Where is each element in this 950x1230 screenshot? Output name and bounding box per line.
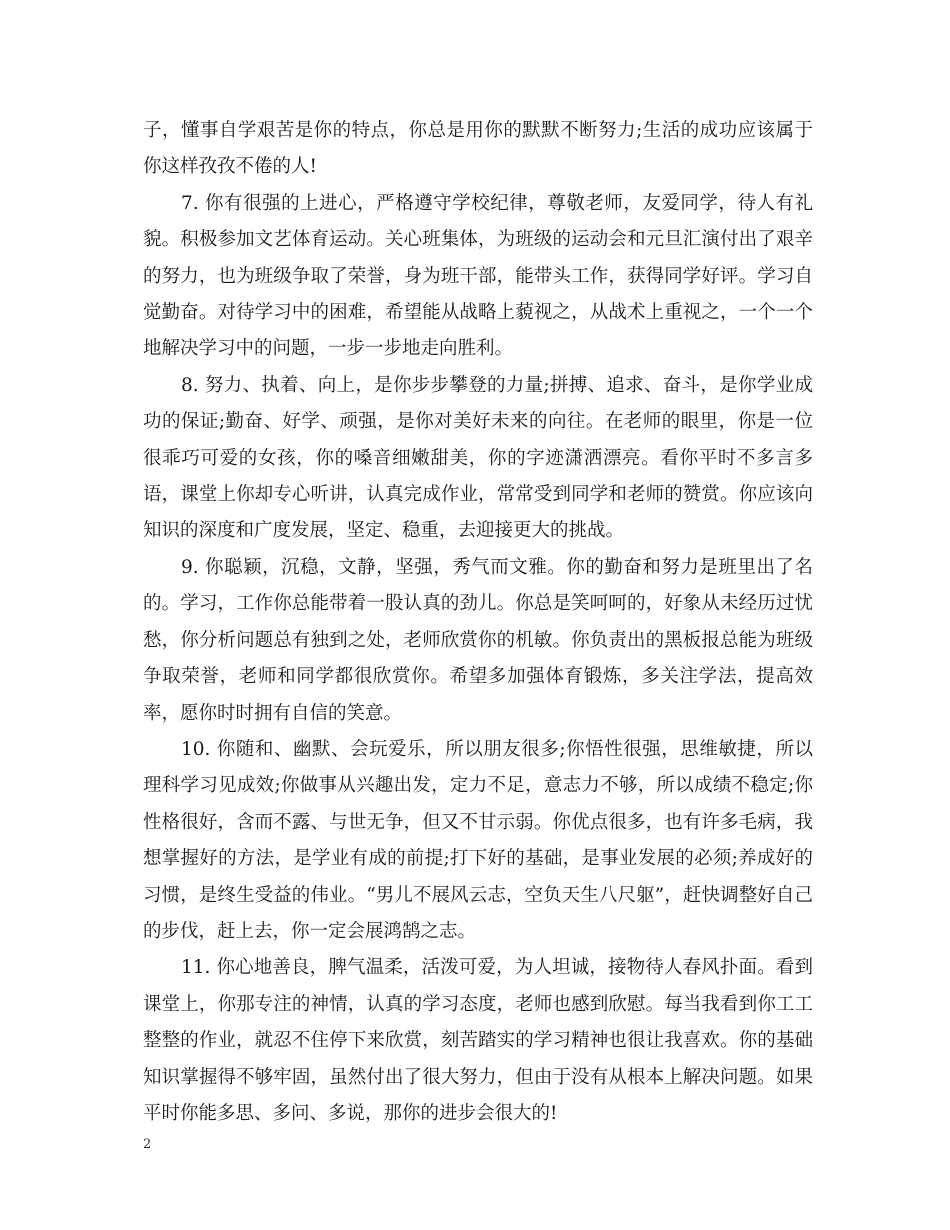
paragraph-comment-11: 11. 你心地善良，脾气温柔，活泼可爱，为人坦诚，接物待人春风扑面。看到课堂上，你那专注的神情，认真的学习态度，老师也感到欣慰。每当我看到你工工整整的作业，就忍不住停下来欣赏，刻苦踏实的学习精神也很让我喜欢。你的基础知识掌握得不够牢固，虽然付出了很大努力，但由于没有从根本上解决问题。如果平时你能多思、多问、多说，那你的进步会很大的! <box>143 957 813 1124</box>
paragraph-comment-9: 9. 你聪颖，沉稳，文静，坚强，秀气而文雅。你的勤奋和努力是班里出了名的。学习，工作你总能带着一股认真的劲儿。你总是笑呵呵的，好象从未经历过忧愁，你分析问题总有独到之处，老师欣赏你的机敏。你负责出的黑板报总能为班级争取荣誉，老师和同学都很欣赏你。希望多加强体育锻炼，多关注学法，提高效率，愿你时时拥有自信的笑意。 <box>143 556 813 724</box>
paragraph-comment-10: 10. 你随和、幽默、会玩爱乐，所以朋友很多;你悟性很强，思维敏捷，所以理科学习见成效;你做事从兴趣出发，定力不足，意志力不够，所以成绩不稳定;你性格很好，含而不露、与世无争，但又不甘示弱。你优点很多，也有许多毛病，我想掌握好的方法，是学业有成的前提;打下好的基础，是事业发展的必须;养成好的习惯，是终生受益的伟业。“男儿不展风云志，空负天生八尺躯”，赶快调整好自己的步伐，赶上去，你一定会展鸿鹄之志。 <box>143 738 813 942</box>
paragraph-comment-7: 7. 你有很强的上进心，严格遵守学校纪律，尊敬老师，友爱同学，待人有礼貌。积极参加文艺体育运动。关心班集体，为班级的运动会和元旦汇演付出了艰辛的努力，也为班级争取了荣誉，身为班干部，能带头工作，获得同学好评。学习自觉勤奋。对待学习中的困难，希望能从战略上藐视之，从战术上重视之，一个一个地解决学习中的问题，一步一步地走向胜利。 <box>143 192 813 360</box>
paragraph-continuation: 子，懂事自学艰苦是你的特点，你总是用你的默默不断努力;生活的成功应该属于你这样孜孜不倦的人! <box>143 120 813 178</box>
document-body <box>143 113 813 1132</box>
paragraph-comment-8: 8. 努力、执着、向上，是你步步攀登的力量;拼搏、追求、奋斗，是你学业成功的保证;勤奋、好学、顽强，是你对美好未来的向往。在老师的眼里，你是一位很乖巧可爱的女孩，你的嗓音细嫩甜美，你的字迹潇洒漂亮。看你平时不多言多语，课堂上你却专心听讲，认真完成作业，常常受到同学和老师的赞赏。你应该向知识的深度和广度发展，坚定、稳重，去迎接更大的挑战。 <box>143 374 813 542</box>
page-number: 2 <box>143 1137 152 1152</box>
